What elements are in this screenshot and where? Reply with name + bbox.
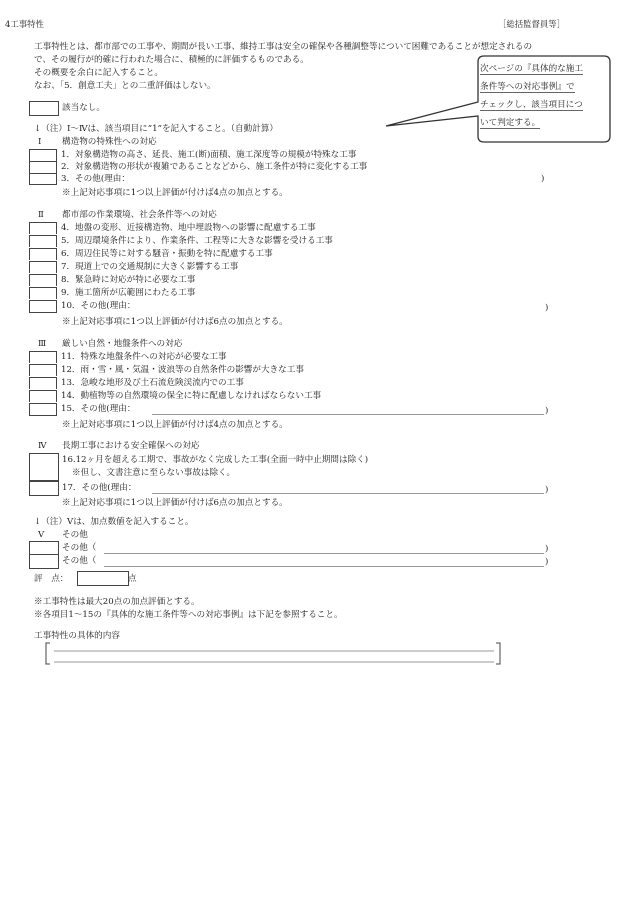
item-7-checkbox[interactable]: [29, 261, 57, 273]
callout-line-4: いて判定する。: [480, 118, 541, 128]
other-1-label: その他（: [62, 543, 97, 553]
other-2-input[interactable]: [29, 554, 59, 569]
item-1-checkbox[interactable]: [29, 149, 57, 161]
score-label: 評 点：: [34, 574, 69, 584]
item-5-checkbox[interactable]: [29, 235, 57, 247]
intro-line-1: 工事特性とは、都市部での工事や、期間が長い工事、維持工事は安全の確保や各種調整等について困難であることが想定されるの: [34, 42, 533, 52]
item-15-close-paren: ): [545, 406, 549, 416]
callout-line-1: 次ページの『具体的な施工: [480, 64, 583, 74]
item-4-checkbox[interactable]: [29, 222, 57, 234]
intro-line-3: その概要を余白に記入すること。: [34, 68, 163, 78]
item-10-close-paren: ): [545, 303, 549, 313]
other-2-close-paren: ): [545, 557, 549, 567]
section-3-note: ※上記対応事項に1つ以上評価が付けば4点の加点とする。: [62, 420, 288, 430]
item-17-close-paren: ): [545, 485, 549, 495]
intro-line-2: で、その履行が的確に行われた場合に、積極的に評価するものである。: [34, 55, 309, 65]
item-17-label: 17．その他(理由：: [62, 483, 137, 493]
section-4-note: ※上記対応事項に1つ以上評価が付けば6点の加点とする。: [62, 498, 288, 508]
other-1-reason-line[interactable]: [104, 553, 544, 554]
section-2-note: ※上記対応事項に1つ以上評価が付けば6点の加点とする。: [62, 317, 288, 327]
other-2-label: その他（: [62, 556, 97, 566]
not-applicable-label: 該当なし。: [62, 103, 105, 113]
section-title: 4工事特性: [5, 19, 44, 29]
section-1-note: ※上記対応事項に1つ以上評価が付けば4点の加点とする。: [62, 188, 288, 198]
item-6-checkbox[interactable]: [29, 248, 57, 260]
item-8-checkbox[interactable]: [29, 274, 57, 286]
item-14-checkbox[interactable]: [29, 390, 57, 402]
details-label: 工事特性の具体的内容: [34, 631, 120, 641]
item-16-label: 16.12ヶ月を超える工期で、事故がなく完成した工事(全面一時中止期間は除く): [62, 455, 369, 465]
instruction-2: ↓（注）Ⅴは、加点数値を記入すること。: [34, 517, 194, 527]
item-3-checkbox[interactable]: [29, 173, 57, 185]
callout-line-3: チェックし、該当項目につ: [480, 100, 583, 110]
role-label: ［総括監督員等］: [498, 19, 565, 29]
details-bracket-area[interactable]: [44, 642, 506, 666]
intro-line-4: なお、「5．創意工夫」との二重評価はしない。: [34, 81, 216, 91]
item-16-sub-note: ※但し、文書注意に至らない事故は除く。: [72, 468, 236, 478]
callout-line-2: 条件等への対応事例』で: [480, 82, 575, 92]
not-applicable-checkbox[interactable]: [29, 101, 59, 116]
item-15-checkbox[interactable]: [29, 403, 57, 416]
item-11-checkbox[interactable]: [29, 351, 57, 363]
item-2-checkbox[interactable]: [29, 161, 57, 173]
score-unit: 点: [128, 574, 137, 584]
instruction-1: ↓（注）Ⅰ～Ⅳは、該当項目に”1”を記入すること。（自動計算）: [34, 124, 278, 134]
item-10-checkbox[interactable]: [29, 300, 57, 313]
other-1-close-paren: ): [545, 544, 549, 554]
item-13-checkbox[interactable]: [29, 377, 57, 389]
item-17-checkbox[interactable]: [29, 481, 59, 496]
item-3-close-paren: ): [541, 174, 545, 184]
footnote-1: ※工事特性は最大20点の加点評価とする。: [34, 597, 200, 607]
item-9-checkbox[interactable]: [29, 287, 57, 299]
footnote-2: ※各項目1～15の『具体的な施工条件等への対応事例』は下記を参照すること。: [34, 610, 343, 620]
item-12-checkbox[interactable]: [29, 364, 57, 376]
item-15-reason-line[interactable]: [152, 414, 544, 415]
other-2-reason-line[interactable]: [104, 566, 544, 567]
item-16-checkbox[interactable]: [29, 453, 59, 481]
score-input[interactable]: [77, 571, 129, 586]
item-17-reason-line[interactable]: [152, 493, 544, 494]
